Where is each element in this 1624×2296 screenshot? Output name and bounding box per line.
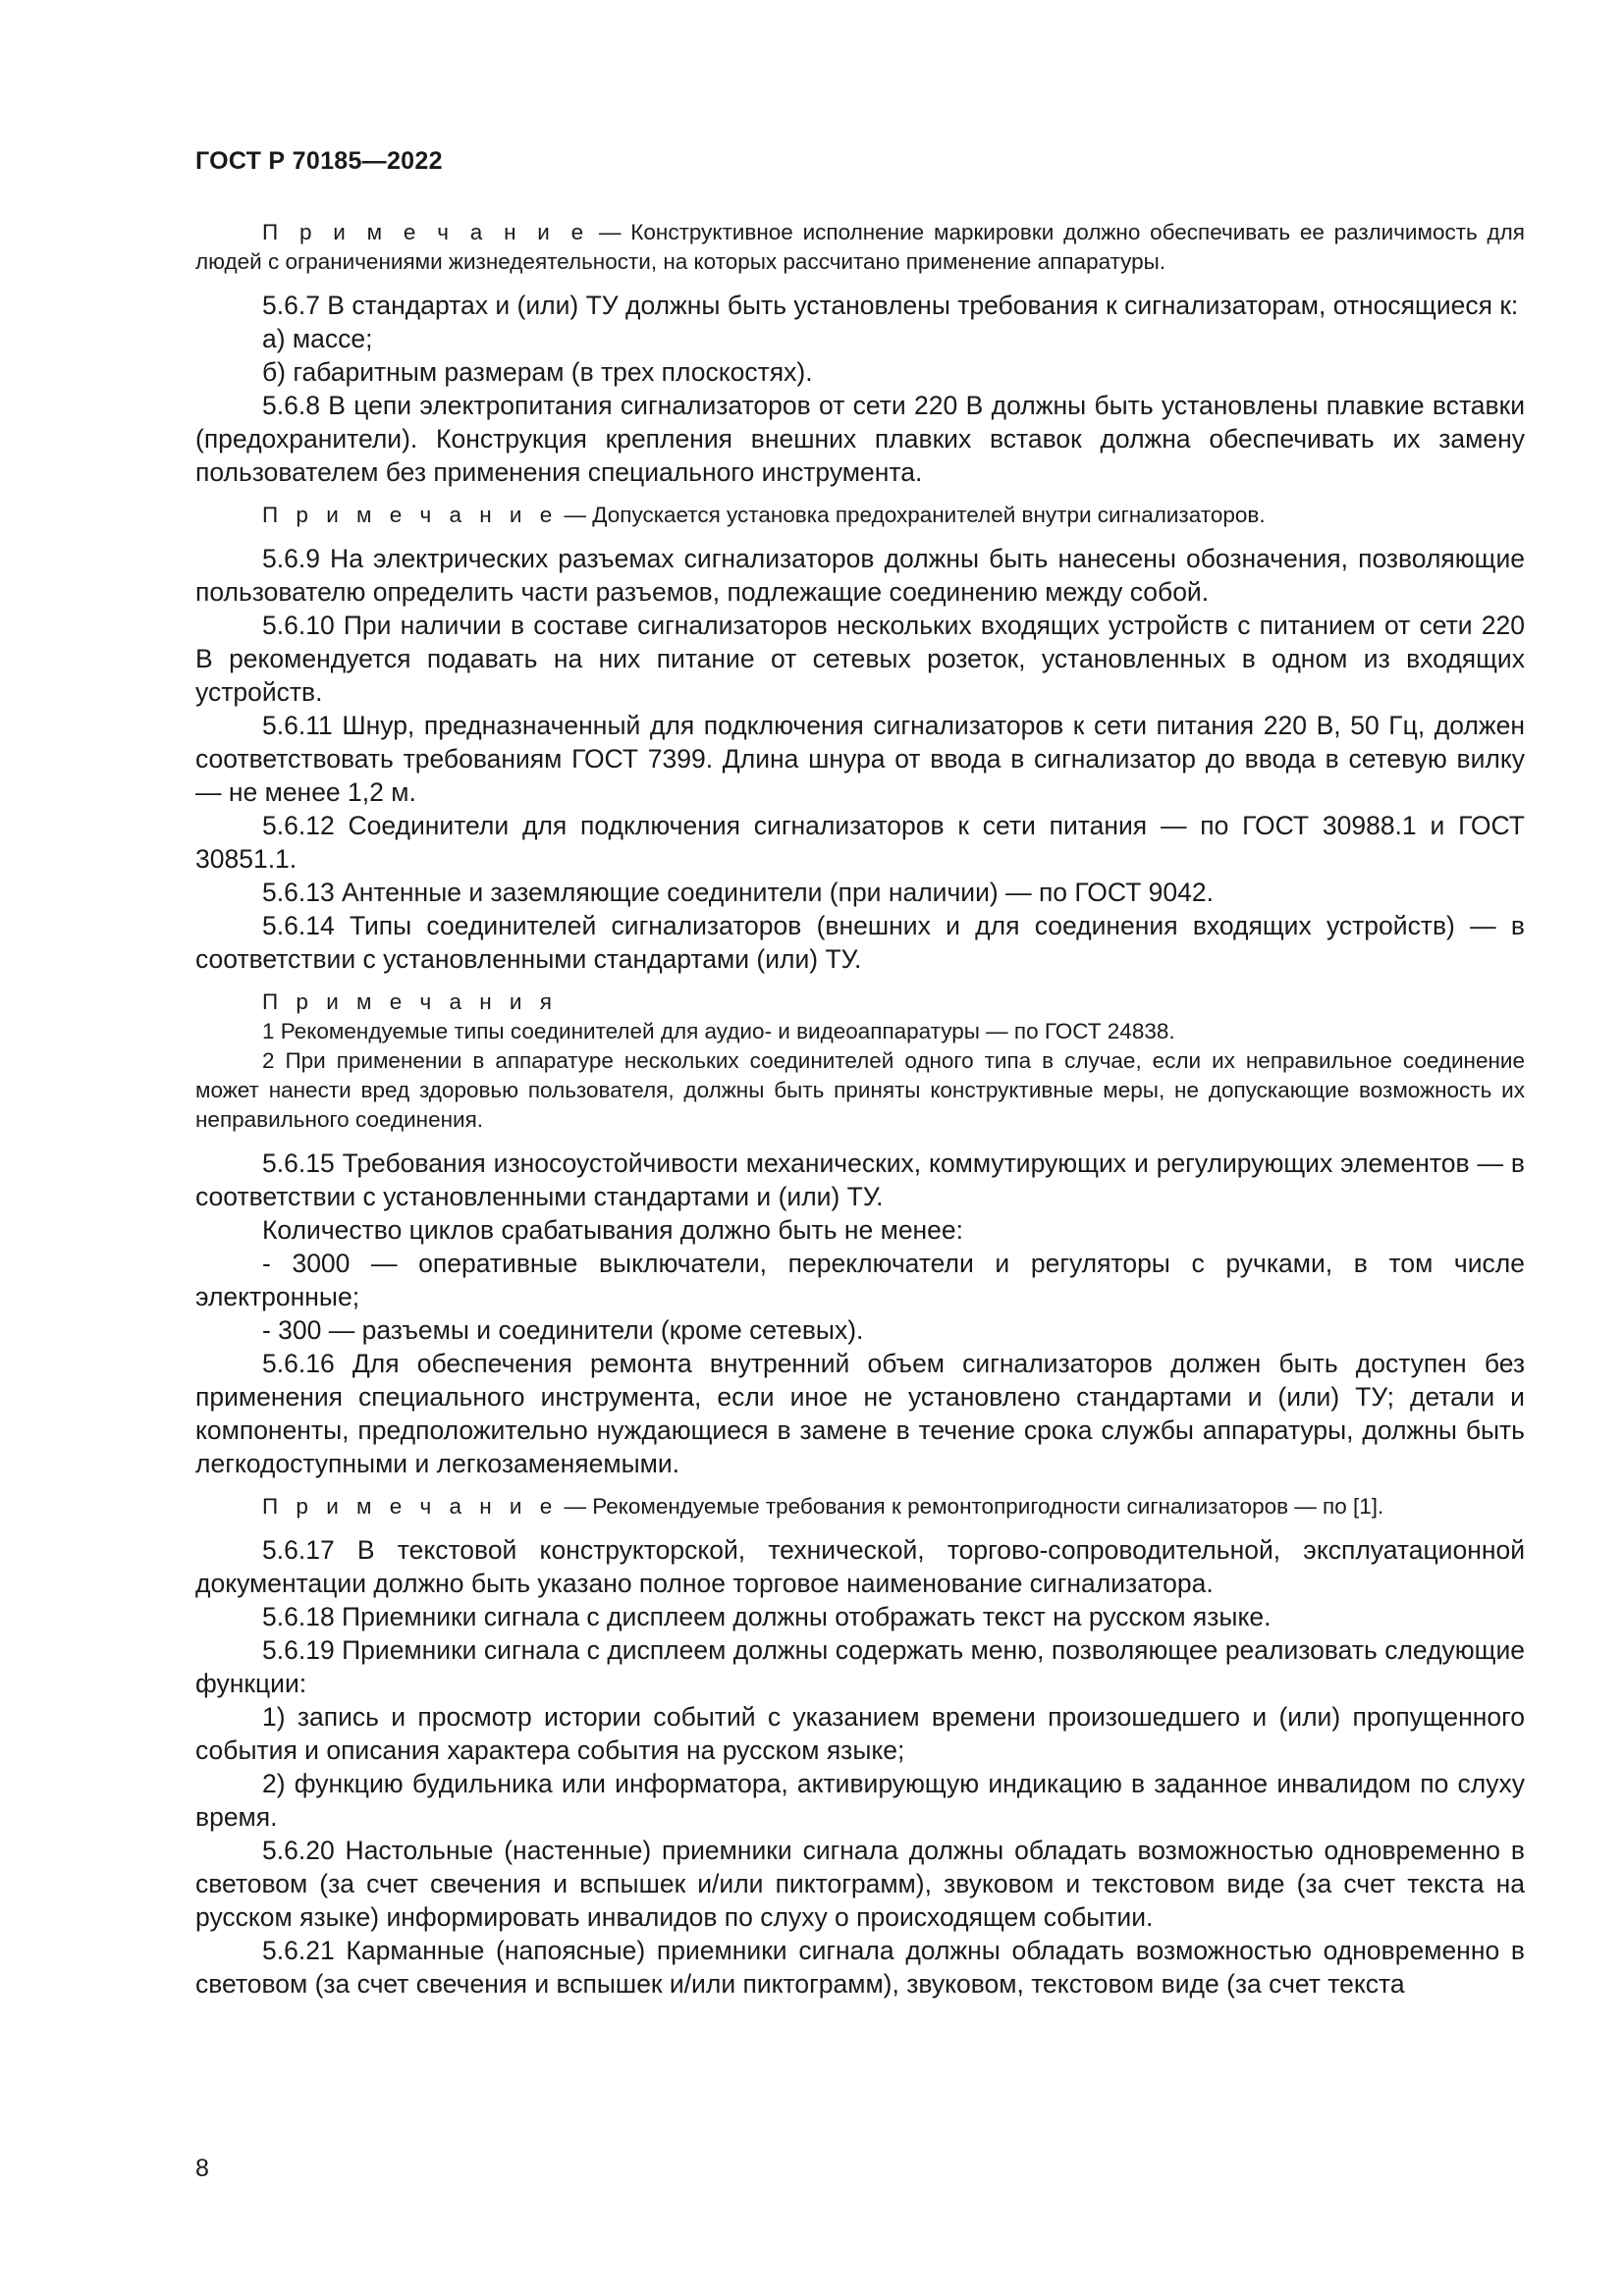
paragraph-5-6-19: 5.6.19 Приемники сигнала с дисплеем должны содержать меню, позволяющее реализовать следующие функции: bbox=[195, 1635, 1525, 1698]
paragraph-5-6-7: 5.6.7 В стандартах и (или) ТУ должны быть установлены требования к сигнализаторам, относящиеся к: bbox=[262, 291, 1519, 320]
document-header: ГОСТ Р 70185—2022 bbox=[195, 147, 443, 175]
paragraph-5-6-14: 5.6.14 Типы соединителей сигнализаторов (внешних и для соединения входящих устройств) — в соответствии с установленными стандартами (или) ТУ. bbox=[195, 911, 1525, 974]
note bbox=[195, 218, 1525, 277]
paragraph-5-6-15: 5.6.15 Требования износоустойчивости механических, коммутирующих и регулирующих элементов — в соответствии с установленными стандартами и (или) ТУ. bbox=[195, 1148, 1525, 1211]
note bbox=[195, 1492, 1525, 1522]
paragraph-5-6-17: 5.6.17 В текстовой конструкторской, технической, торгово-сопроводительной, эксплуатационной документации должно быть указано полное торговое наименование сигнализатора. bbox=[195, 1535, 1525, 1598]
list-item: - 3000 — оперативные выключатели, переключатели и регуляторы с ручками, в том числе электронные; bbox=[195, 1249, 1525, 1311]
note-item: 1 Рекомендуемые типы соединителей для аудио- и видеоаппаратуры — по ГОСТ 24838. bbox=[262, 1019, 1175, 1043]
list-item: а) массе; bbox=[262, 324, 373, 353]
note-label: П р и м е ч а н и е bbox=[262, 503, 559, 527]
paragraph-5-6-16: 5.6.16 Для обеспечения ремонта внутренний объем сигнализаторов должен быть доступен без применения специального инструмента, если иное не установлено стандартами и (или) ТУ; детали и компоненты, предположительно нуждающиеся в замене в течение срока службы аппаратуры, должны быть легкодоступными и легкозаменяемыми. bbox=[195, 1349, 1525, 1478]
paragraph-5-6-10: 5.6.10 При наличии в составе сигнализаторов нескольких входящих устройств с питанием от сети 220 В рекомендуется подавать на них питание от сетевых розеток, установленных в одном из входящих устройств. bbox=[195, 611, 1525, 707]
list-item: б) габаритным размерам (в трех плоскостях). bbox=[262, 357, 813, 387]
notes-label: П р и м е ч а н и я bbox=[262, 989, 558, 1014]
paragraph-5-6-11: 5.6.11 Шнур, предназначенный для подключения сигнализаторов к сети питания 220 В, 50 Гц, должен соответствовать требованиям ГОСТ 7399. Длина шнура от ввода в сигнализатор до ввода в сетевую вилку — не менее 1,2 м. bbox=[195, 711, 1525, 807]
note-label: П р и м е ч а н и е bbox=[262, 220, 590, 244]
note-text: — Рекомендуемые требования к ремонтопригодности сигнализаторов — по [1]. bbox=[558, 1494, 1384, 1519]
paragraph-5-6-21: 5.6.21 Карманные (напоясные) приемники сигнала должны обладать возможностью одновременно в световом (за счет свечения и вспышек и/или пиктограмм), звуковом, текстовом виде (за счет текста bbox=[195, 1936, 1525, 1999]
paragraph-5-6-12: 5.6.12 Соединители для подключения сигнализаторов к сети питания — по ГОСТ 30988.1 и ГОСТ 30851.1. bbox=[195, 811, 1525, 874]
note-text: — Допускается установка предохранителей внутри сигнализаторов. bbox=[558, 503, 1266, 527]
notes-heading bbox=[195, 988, 1525, 1017]
note-label: П р и м е ч а н и е bbox=[262, 1494, 559, 1519]
paragraph-5-6-13: 5.6.13 Антенные и заземляющие соединители (при наличии) — по ГОСТ 9042. bbox=[262, 878, 1214, 907]
paragraph-5-6-8: 5.6.8 В цепи электропитания сигнализаторов от сети 220 В должны быть установлены плавкие вставки (предохранители). Конструкция крепления внешних плавких вставок должна обеспечивать их замену пользователем без применения специального инструмента. bbox=[195, 391, 1525, 487]
note-text: — Конструктивное исполнение маркировки должно обеспечивать ее различимость для людей с ограничениями жизнедеятельности, на которых рассчитано применение аппаратуры. bbox=[195, 220, 1525, 274]
paragraph-cycles: Количество циклов срабатывания должно быть не менее: bbox=[262, 1215, 964, 1245]
list-item: 1) запись и просмотр истории событий с указанием времени произошедшего и (или) пропущенного события и описания характера события на русском языке; bbox=[195, 1702, 1525, 1765]
note-item: 2 При применении в аппаратуре нескольких соединителей одного типа в случае, если их неправильное соединение может нанести вред здоровью пользователя, должны быть приняты конструктивные меры, не допускающие возможность их неправильного соединения. bbox=[195, 1048, 1525, 1132]
paragraph-5-6-20: 5.6.20 Настольные (настенные) приемники сигнала должны обладать возможностью одновременно в световом (за счет свечения и вспышек и/или пиктограмм), звуковом и текстовом виде (за счет текста на русском языке) информировать инвалидов по слуху о происходящем событии. bbox=[195, 1836, 1525, 1932]
page-number: 8 bbox=[195, 2155, 209, 2182]
list-item: 2) функцию будильника или информатора, активирующую индикацию в заданное инвалидом по слуху время. bbox=[195, 1769, 1525, 1832]
note bbox=[195, 501, 1525, 530]
list-item: - 300 — разъемы и соединители (кроме сетевых). bbox=[262, 1315, 864, 1345]
paragraph-5-6-9: 5.6.9 На электрических разъемах сигнализаторов должны быть нанесены обозначения, позволяющие пользователю определить части разъемов, подлежащие соединению между собой. bbox=[195, 544, 1525, 607]
paragraph-5-6-18: 5.6.18 Приемники сигнала с дисплеем должны отображать текст на русском языке. bbox=[262, 1602, 1272, 1631]
document-body bbox=[195, 218, 1525, 2001]
